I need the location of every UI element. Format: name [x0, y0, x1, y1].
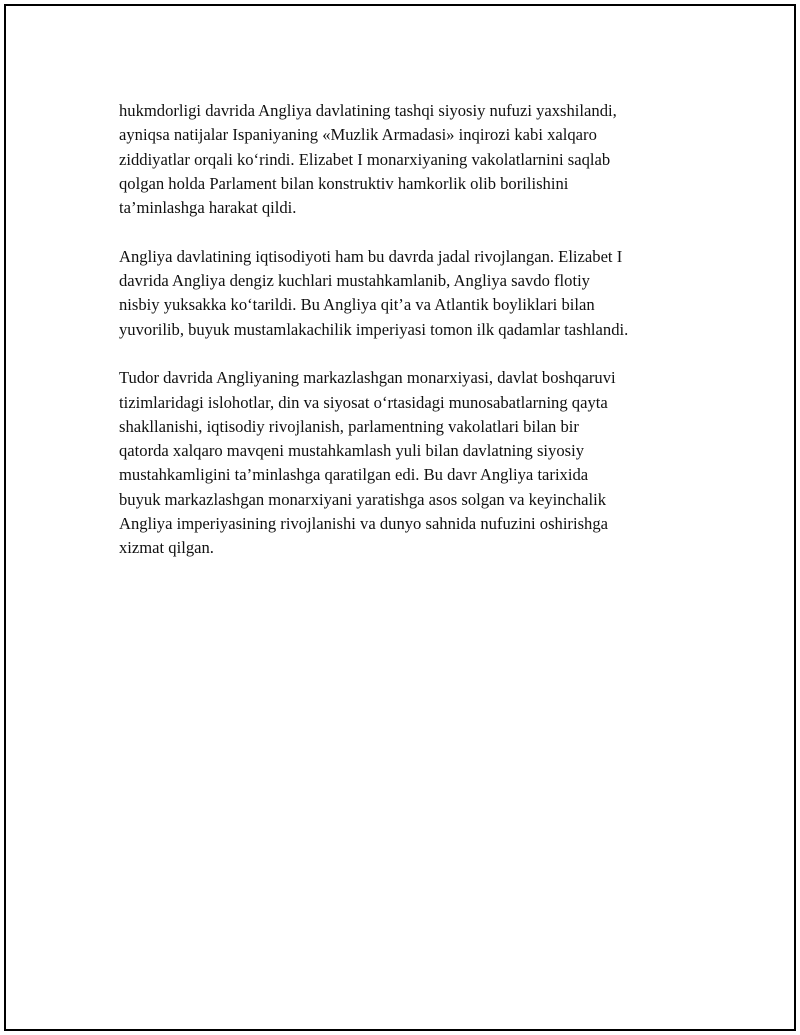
text-line: davrida Angliya dengiz kuchlari mustahkamlanib, Angliya savdo flotiy	[119, 271, 590, 291]
document-body	[119, 99, 709, 585]
text-line: nisbiy yuksakka ko‘tarildi. Bu Angliya qit’a va Atlantik boyliklari bilan	[119, 295, 595, 315]
text-line: qolgan holda Parlament bilan konstruktiv hamkorlik olib borilishini	[119, 173, 569, 193]
text-line: mustahkamligini ta’minlashga qaratilgan edi. Bu davr Angliya tarixida	[119, 465, 589, 485]
text-line: shakllanishi, iqtisodiy rivojlanish, parlamentning vakolatlari bilan bir	[119, 416, 579, 436]
text-line: Angliya imperiyasining rivojlanishi va dunyo sahnida nufuzini oshirishga	[119, 514, 608, 534]
text-line: tizimlaridagi islohotlar, din va siyosat o‘rtasidagi munosabatlarning qayta	[119, 392, 608, 412]
text-line: qatorda xalqaro mavqeni mustahkamlash yuli bilan davlatning siyosiy	[119, 441, 584, 461]
text-line: yuvorilib, buyuk mustamlakachilik imperiyasi tomon ilk qadamlar tashlandi.	[119, 319, 629, 339]
paragraph-2	[119, 245, 709, 342]
paragraph-3	[119, 366, 709, 560]
text-line: ta’minlashga harakat qildi.	[119, 198, 297, 218]
text-line: ziddiyatlar orqali ko‘rindi. Elizabet I monarxiyaning vakolatlarnini saqlab	[119, 149, 611, 169]
page-frame	[4, 4, 796, 1031]
text-line: ayniqsa natijalar Ispaniyaning «Muzlik Armadasi» inqirozi kabi xalqaro	[119, 125, 597, 145]
text-line: Angliya davlatining iqtisodiyoti ham bu davrda jadal rivojlangan. Elizabet I	[119, 246, 623, 266]
paragraph-1	[119, 99, 709, 220]
text-line: Tudor davrida Angliyaning markazlashgan monarxiyasi, davlat boshqaruvi	[119, 368, 616, 388]
text-line: xizmat qilgan.	[119, 538, 214, 558]
text-line: buyuk markazlashgan monarxiyani yaratishga asos solgan va keyinchalik	[119, 489, 607, 509]
text-line: hukmdorligi davrida Angliya davlatining tashqi siyosiy nufuzi yaxshilandi,	[119, 101, 617, 120]
